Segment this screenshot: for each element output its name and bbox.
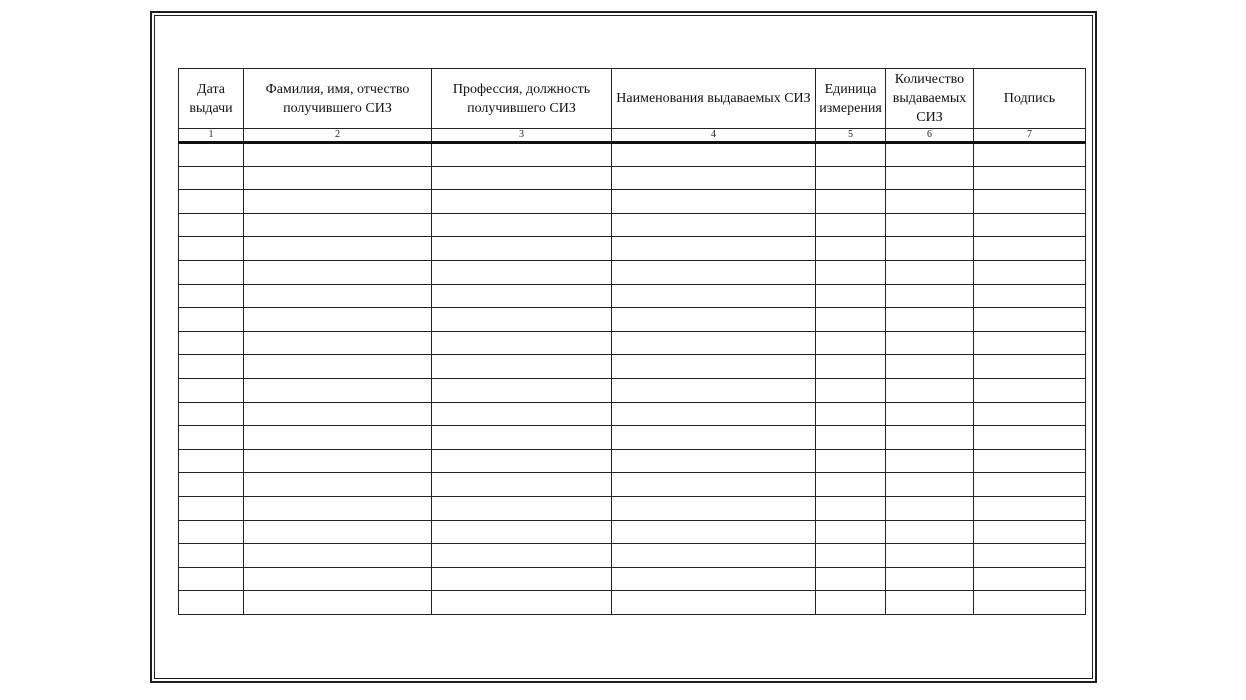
table-cell — [179, 284, 244, 308]
table-header-row — [179, 69, 1086, 129]
table-cell — [612, 520, 816, 544]
column-header-measure-unit: Единица измерения — [816, 69, 886, 129]
table-cell — [612, 544, 816, 568]
table-cell — [816, 260, 886, 284]
column-header-signature: Подпись — [974, 69, 1086, 129]
table-cell — [179, 213, 244, 237]
table-cell — [179, 308, 244, 332]
table-cell — [886, 260, 974, 284]
table-cell — [612, 355, 816, 379]
table-cell — [244, 449, 432, 473]
table-cell — [816, 143, 886, 167]
table-row — [179, 473, 1086, 497]
table-cell — [244, 355, 432, 379]
table-cell — [244, 496, 432, 520]
table-cell — [432, 166, 612, 190]
table-cell — [886, 449, 974, 473]
column-number-4: 4 — [612, 129, 816, 143]
table-cell — [974, 402, 1086, 426]
table-cell — [886, 591, 974, 615]
table-cell — [974, 496, 1086, 520]
table-cell — [886, 284, 974, 308]
table-row — [179, 190, 1086, 214]
table-cell — [179, 355, 244, 379]
table-cell — [432, 567, 612, 591]
table-cell — [816, 237, 886, 261]
table-cell — [432, 591, 612, 615]
table-cell — [816, 190, 886, 214]
table-cell — [816, 402, 886, 426]
table-cell — [974, 260, 1086, 284]
table-cell — [432, 331, 612, 355]
table-cell — [886, 426, 974, 450]
table-cell — [886, 378, 974, 402]
table-cell — [612, 449, 816, 473]
table-cell — [886, 520, 974, 544]
column-number-1: 1 — [179, 129, 244, 143]
table-cell — [886, 331, 974, 355]
table-cell — [974, 544, 1086, 568]
table-cell — [244, 378, 432, 402]
table-cell — [886, 237, 974, 261]
table-cell — [974, 473, 1086, 497]
table-cell — [432, 190, 612, 214]
table-cell — [612, 190, 816, 214]
table-row — [179, 284, 1086, 308]
table-cell — [244, 213, 432, 237]
table-cell — [816, 355, 886, 379]
table-cell — [886, 402, 974, 426]
table-row — [179, 308, 1086, 332]
table-cell — [179, 544, 244, 568]
table-cell — [432, 143, 612, 167]
table-cell — [612, 567, 816, 591]
table-cell — [816, 308, 886, 332]
table-row — [179, 355, 1086, 379]
table-row — [179, 260, 1086, 284]
table-row — [179, 449, 1086, 473]
table-cell — [432, 402, 612, 426]
table-cell — [432, 213, 612, 237]
table-cell — [816, 591, 886, 615]
table-cell — [612, 402, 816, 426]
table-cell — [974, 567, 1086, 591]
table-cell — [612, 166, 816, 190]
table-cell — [432, 544, 612, 568]
table-cell — [179, 426, 244, 450]
table-cell — [244, 331, 432, 355]
table-cell — [612, 378, 816, 402]
table-cell — [612, 591, 816, 615]
table-cell — [612, 308, 816, 332]
table-cell — [974, 426, 1086, 450]
table-cell — [244, 520, 432, 544]
column-header-recipient-name: Фамилия, имя, отчество получившего СИЗ — [244, 69, 432, 129]
table-cell — [179, 237, 244, 261]
table-cell — [612, 284, 816, 308]
table-cell — [816, 567, 886, 591]
table-cell — [816, 331, 886, 355]
table-cell — [179, 378, 244, 402]
table-cell — [974, 166, 1086, 190]
table-cell — [244, 544, 432, 568]
column-number-3: 3 — [432, 129, 612, 143]
table-cell — [432, 284, 612, 308]
table-cell — [816, 449, 886, 473]
table-cell — [179, 331, 244, 355]
table-row — [179, 213, 1086, 237]
table-cell — [179, 591, 244, 615]
table-cell — [179, 402, 244, 426]
table-cell — [244, 237, 432, 261]
table-cell — [886, 355, 974, 379]
table-row — [179, 520, 1086, 544]
table-cell — [974, 308, 1086, 332]
table-cell — [432, 473, 612, 497]
table-cell — [244, 402, 432, 426]
table-cell — [244, 567, 432, 591]
table-cell — [244, 260, 432, 284]
table-cell — [612, 331, 816, 355]
table-cell — [612, 496, 816, 520]
column-header-siz-names: Наименования выдаваемых СИЗ — [612, 69, 816, 129]
column-header-quantity: Количество выдаваемых СИЗ — [886, 69, 974, 129]
table-cell — [886, 166, 974, 190]
column-header-issue-date: Дата выдачи — [179, 69, 244, 129]
table-cell — [816, 520, 886, 544]
table-cell — [974, 591, 1086, 615]
table-cell — [974, 284, 1086, 308]
column-number-7: 7 — [974, 129, 1086, 143]
table-cell — [244, 284, 432, 308]
table-cell — [612, 213, 816, 237]
table-cell — [886, 213, 974, 237]
table-cell — [816, 213, 886, 237]
table-cell — [974, 355, 1086, 379]
table-row — [179, 143, 1086, 167]
table-cell — [612, 260, 816, 284]
table-row — [179, 378, 1086, 402]
table-cell — [179, 449, 244, 473]
table-cell — [886, 567, 974, 591]
table-cell — [886, 143, 974, 167]
table-cell — [432, 260, 612, 284]
table-cell — [816, 378, 886, 402]
table-cell — [179, 567, 244, 591]
table-cell — [179, 166, 244, 190]
table-cell — [179, 496, 244, 520]
table-cell — [816, 426, 886, 450]
siz-issue-journal-table — [178, 68, 1086, 615]
table-cell — [244, 426, 432, 450]
table-cell — [612, 473, 816, 497]
table-cell — [886, 496, 974, 520]
table-row — [179, 567, 1086, 591]
table-cell — [816, 496, 886, 520]
table-row — [179, 426, 1086, 450]
table-cell — [244, 591, 432, 615]
table-row — [179, 591, 1086, 615]
column-header-profession: Профессия, должность получившего СИЗ — [432, 69, 612, 129]
table-row — [179, 331, 1086, 355]
page-frame — [150, 11, 1097, 683]
table-cell — [432, 308, 612, 332]
table-cell — [244, 473, 432, 497]
table-cell — [974, 331, 1086, 355]
table-cell — [974, 143, 1086, 167]
table-cell — [179, 260, 244, 284]
table-cell — [816, 284, 886, 308]
table-cell — [179, 473, 244, 497]
table-cell — [974, 520, 1086, 544]
table-cell — [816, 473, 886, 497]
table-row — [179, 544, 1086, 568]
table-cell — [612, 426, 816, 450]
table-cell — [886, 544, 974, 568]
table-cell — [974, 449, 1086, 473]
table-cell — [432, 496, 612, 520]
table-cell — [816, 544, 886, 568]
table-cell — [974, 378, 1086, 402]
column-numbers-row — [179, 129, 1086, 143]
table-cell — [432, 426, 612, 450]
page-frame-inner-border — [154, 15, 1093, 679]
table-body — [179, 143, 1086, 615]
table-cell — [886, 190, 974, 214]
table-row — [179, 402, 1086, 426]
table-cell — [432, 355, 612, 379]
table-cell — [886, 473, 974, 497]
table-row — [179, 166, 1086, 190]
table-cell — [612, 143, 816, 167]
table-cell — [886, 308, 974, 332]
table-row — [179, 237, 1086, 261]
table-cell — [179, 143, 244, 167]
table-cell — [244, 190, 432, 214]
column-number-5: 5 — [816, 129, 886, 143]
table-cell — [974, 213, 1086, 237]
column-number-6: 6 — [886, 129, 974, 143]
table-cell — [244, 143, 432, 167]
table-cell — [432, 520, 612, 544]
table-cell — [432, 378, 612, 402]
table-cell — [816, 166, 886, 190]
table-cell — [244, 166, 432, 190]
column-number-2: 2 — [244, 129, 432, 143]
table-row — [179, 496, 1086, 520]
table-cell — [974, 190, 1086, 214]
table-cell — [974, 237, 1086, 261]
table-cell — [612, 237, 816, 261]
table-cell — [432, 237, 612, 261]
table-cell — [432, 449, 612, 473]
table-cell — [244, 308, 432, 332]
table-cell — [179, 520, 244, 544]
table-cell — [179, 190, 244, 214]
